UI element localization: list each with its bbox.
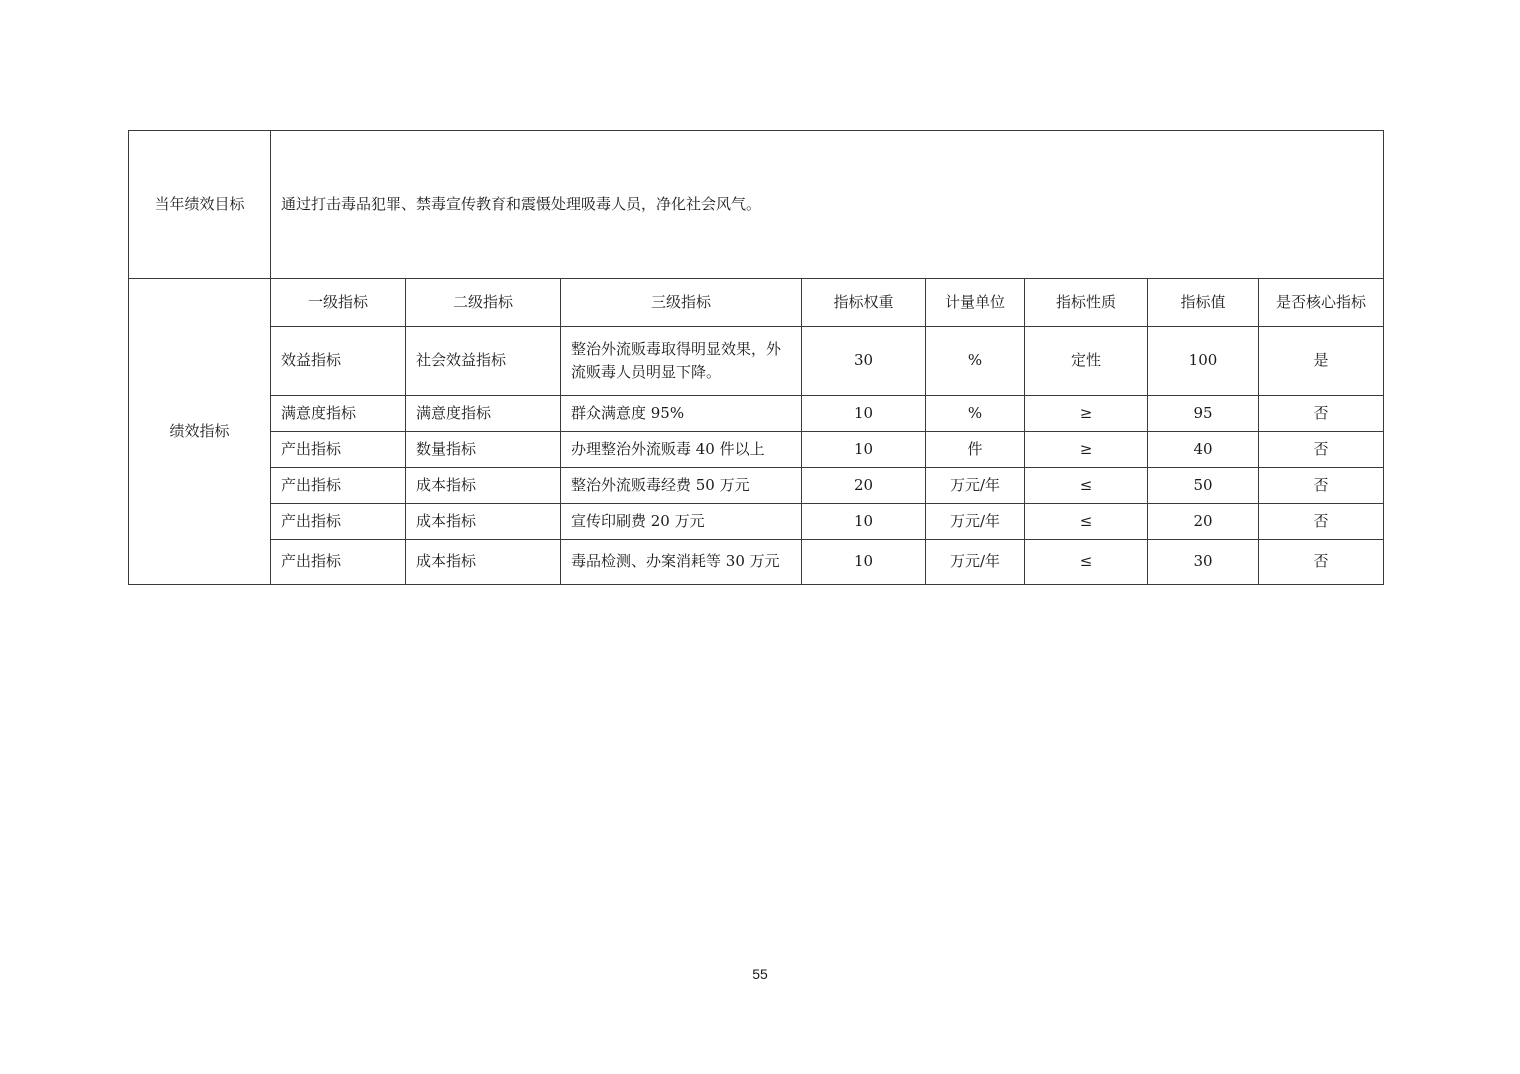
header-core: 是否核心指标	[1259, 279, 1384, 327]
cell-core: 否	[1259, 396, 1384, 432]
cell-value: 50	[1148, 468, 1259, 504]
cell-weight: 30	[802, 327, 926, 396]
cell-level2: 成本指标	[406, 468, 561, 504]
indicators-section-label: 绩效指标	[129, 279, 271, 585]
table-row	[129, 540, 1384, 585]
cell-level1: 产出指标	[271, 432, 406, 468]
cell-level3: 毒品检测、办案消耗等 30 万元	[561, 540, 802, 585]
cell-level3: 办理整治外流贩毒 40 件以上	[561, 432, 802, 468]
page-number: 55	[752, 966, 768, 982]
cell-core: 否	[1259, 504, 1384, 540]
cell-level1: 产出指标	[271, 468, 406, 504]
header-unit: 计量单位	[926, 279, 1025, 327]
cell-value: 30	[1148, 540, 1259, 585]
cell-nature: ≤	[1025, 504, 1148, 540]
cell-core: 是	[1259, 327, 1384, 396]
cell-value: 20	[1148, 504, 1259, 540]
cell-level2: 成本指标	[406, 540, 561, 585]
header-level2: 二级指标	[406, 279, 561, 327]
cell-nature: ≥	[1025, 432, 1148, 468]
performance-table	[128, 130, 1384, 585]
cell-level3: 群众满意度 95%	[561, 396, 802, 432]
cell-value: 100	[1148, 327, 1259, 396]
header-row	[129, 279, 1384, 327]
table-row	[129, 504, 1384, 540]
cell-level1: 产出指标	[271, 540, 406, 585]
cell-unit: %	[926, 327, 1025, 396]
cell-level2: 满意度指标	[406, 396, 561, 432]
cell-weight: 10	[802, 396, 926, 432]
cell-level2: 社会效益指标	[406, 327, 561, 396]
cell-level1: 满意度指标	[271, 396, 406, 432]
header-level3: 三级指标	[561, 279, 802, 327]
cell-level3: 宣传印刷费 20 万元	[561, 504, 802, 540]
cell-level3: 整治外流贩毒经费 50 万元	[561, 468, 802, 504]
table-row	[129, 468, 1384, 504]
cell-level2: 数量指标	[406, 432, 561, 468]
cell-unit: 万元/年	[926, 468, 1025, 504]
cell-unit: 件	[926, 432, 1025, 468]
cell-unit: 万元/年	[926, 540, 1025, 585]
cell-unit: %	[926, 396, 1025, 432]
goal-text: 通过打击毒品犯罪、禁毒宣传教育和震慑处理吸毒人员，净化社会风气。	[271, 131, 1384, 279]
cell-core: 否	[1259, 468, 1384, 504]
cell-value: 95	[1148, 396, 1259, 432]
cell-nature: ≤	[1025, 468, 1148, 504]
cell-weight: 20	[802, 468, 926, 504]
cell-level1: 产出指标	[271, 504, 406, 540]
cell-core: 否	[1259, 540, 1384, 585]
cell-nature: 定性	[1025, 327, 1148, 396]
cell-nature: ≥	[1025, 396, 1148, 432]
header-level1: 一级指标	[271, 279, 406, 327]
cell-level2: 成本指标	[406, 504, 561, 540]
cell-core: 否	[1259, 432, 1384, 468]
table-row	[129, 432, 1384, 468]
cell-nature: ≤	[1025, 540, 1148, 585]
header-value: 指标值	[1148, 279, 1259, 327]
cell-value: 40	[1148, 432, 1259, 468]
cell-unit: 万元/年	[926, 504, 1025, 540]
cell-weight: 10	[802, 504, 926, 540]
header-nature: 指标性质	[1025, 279, 1148, 327]
goal-label: 当年绩效目标	[129, 131, 271, 279]
goal-row	[129, 131, 1384, 279]
cell-weight: 10	[802, 540, 926, 585]
cell-level3: 整治外流贩毒取得明显效果，外流贩毒人员明显下降。	[561, 327, 802, 396]
table-row	[129, 396, 1384, 432]
header-weight: 指标权重	[802, 279, 926, 327]
table-row	[129, 327, 1384, 396]
cell-weight: 10	[802, 432, 926, 468]
cell-level1: 效益指标	[271, 327, 406, 396]
